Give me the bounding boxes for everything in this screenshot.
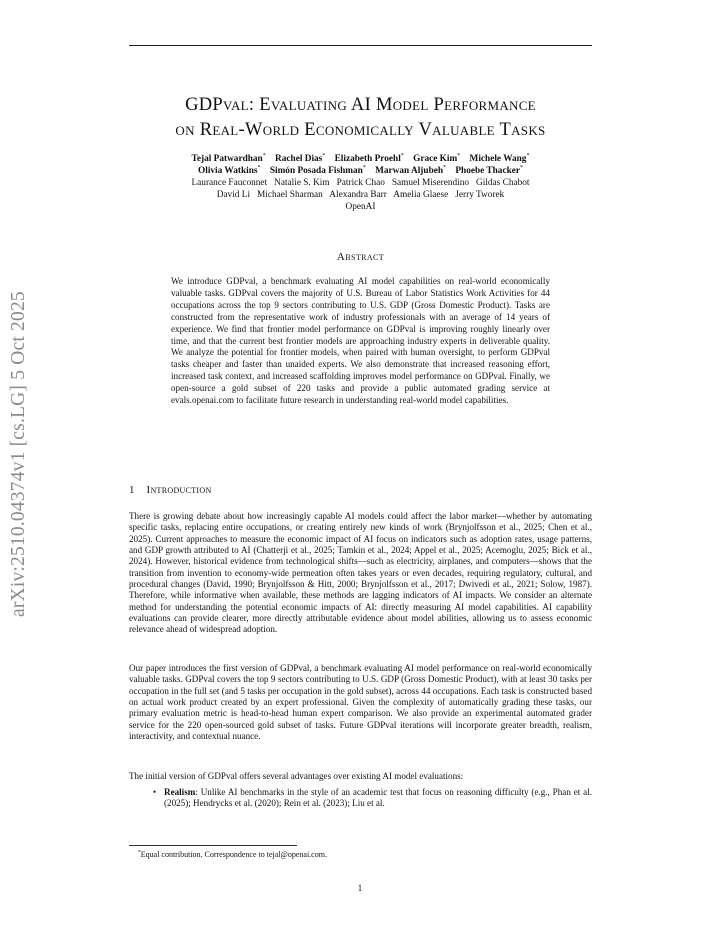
author-row-3: Laurance Fauconnet Natalie S. Kim Patrick Chao Samuel Miserendino Gildas Chabot — [191, 178, 530, 188]
author-name: Rachel Dias — [275, 154, 323, 164]
author-name: Olivia Watkins — [198, 166, 258, 176]
footnote-mark: * — [138, 849, 141, 856]
arxiv-stamp: arXiv:2510.04374v1 [cs.LG] 5 Oct 2025 — [8, 291, 29, 617]
author-name: Marwan Aljubeh — [375, 166, 444, 176]
title-line-1: GDPval: Evaluating AI Model Performance — [185, 95, 536, 115]
author-block — [129, 153, 592, 213]
author-name: Michele Wang — [469, 154, 527, 164]
author-row-2 — [129, 165, 592, 177]
author-mark: * — [257, 164, 261, 171]
author-mark: * — [443, 164, 447, 171]
paper-title — [129, 93, 592, 143]
author-mark: * — [362, 164, 366, 171]
affiliation: OpenAI — [345, 202, 376, 212]
list-item — [153, 787, 592, 810]
author-row-4: David Li Michael Sharman Alexandra Barr Amelia Glaese Jerry Tworek — [216, 190, 505, 200]
footnote — [138, 850, 327, 859]
intro-paragraph-2: Our paper introduces the first version of GDPval, a benchmark evaluating AI model performance on real-world economically valuable tasks. GDPval covers the top 9 sectors contributing to U.S. GDP (Gross Domestic Product), with at least 30 tasks per occupation in the full set (and 5 tasks per occupation in the gold subset), across 44 occupations. Each task is constructed based on actual work product created by an expert professional. Given the complexity of automatically grading these tasks, our primary evaluation metric is head-to-head human expert comparison. We also provide an experimental automated grader service for the 220 open-sourced gold subset of tasks. Future GDPval iterations will incorporate greater breadth, realism, interactivity, and contextual nuance. — [129, 663, 592, 742]
header-rule — [129, 45, 592, 46]
abstract-heading: Abstract — [336, 251, 385, 263]
footnote-rule — [129, 845, 297, 846]
author-mark: * — [322, 152, 326, 159]
footnote-text: Equal contribution. Correspondence to tejal@openai.com. — [140, 850, 327, 859]
author-name: Tejal Patwardhan — [191, 154, 263, 164]
author-mark: * — [400, 152, 404, 159]
author-row-1 — [129, 153, 592, 165]
section-heading — [129, 484, 212, 496]
author-mark: * — [262, 152, 266, 159]
author-name: Phoebe Thacker — [455, 166, 520, 176]
author-name: Elizabeth Proehl — [334, 154, 401, 164]
author-mark: * — [457, 152, 461, 159]
list-item-body: : Unlike AI benchmarks in the style of an academic test that focus on reasoning difficulty (e.g., Phan et al. (2025); Hendrycks et al. (2020); Rein et al. (2023); Liu et al. — [164, 787, 592, 809]
list-item-text — [164, 787, 592, 810]
abstract-text: We introduce GDPval, a benchmark evaluating AI model capabilities on real-world economically valuable tasks. GDPval covers the majority of U.S. Bureau of Labor Statistics Work Activities for 44 occupations across the top 9 sectors contributing to U.S. GDP (Gross Domestic Product). Tasks are constructed from the representative work of industry professionals with an average of 14 years of experience. We find that frontier model performance on GDPval is improving roughly linearly over time, and that the current best frontier models are approaching industry experts in deliverable quality. We analyze the potential for frontier models, when paired with human oversight, to perform GDPval tasks cheaper and faster than unaided experts. We also demonstrate that increased reasoning effort, increased task context, and increased scaffolding improves model performance on GDPval. Finally, we open-source a gold subset of 220 tasks and provide a public automated grading service at evals.openai.com to facilitate future research in understanding real-world model capabilities. — [171, 276, 550, 406]
author-mark: * — [526, 152, 530, 159]
section-title: Introduction — [146, 484, 212, 496]
title-line-2: on Real-World Economically Valuable Tasks — [175, 120, 546, 140]
author-name: Simón Posada Fishman — [269, 166, 363, 176]
page-number: 1 — [357, 884, 363, 894]
bullet-icon: • — [153, 787, 157, 797]
intro-paragraph-3: The initial version of GDPval offers several advantages over existing AI model evaluations: — [129, 771, 464, 781]
author-mark: * — [520, 164, 523, 171]
author-name: Grace Kim — [413, 154, 458, 164]
list-item-label: Realism — [164, 787, 196, 797]
intro-paragraph-1: There is growing debate about how increasingly capable AI models could affect the labor market—whether by automating specific tasks, replacing entire occupations, or creating entirely new kinds of work (Brynjolfsson et al., 2025; Chen et al., 2025). Current approaches to measure the economic impact of AI focus on indicators such as adoption rates, usage patterns, and GDP growth attributed to AI (Chatterji et al., 2025; Tamkin et al., 2024; Appel et al., 2025; Acemoglu, 2025; Bick et al., 2024). However, historical evidence from technological shifts—such as electricity, airplanes, and computers—shows that the transition from invention to economy-wide permeation often takes years or even decades, requiring regulatory, cultural, and procedural changes (David, 1990; Brynjolfsson & Hitt, 2000; Brynjolfsson et al., 2017; Dwivedi et al., 2021; Solow, 1987). Therefore, while informative when available, these methods are lagging indicators of AI impacts. We consider an alternate method for understanding the potential economic impacts of AI: directly measuring AI model capabilities. AI capability evaluations can provide clearer, more directly attributable evidence about model abilities, allowing us to assess economic relevance ahead of widespread adoption. — [129, 511, 592, 635]
section-number: 1 — [129, 484, 135, 496]
